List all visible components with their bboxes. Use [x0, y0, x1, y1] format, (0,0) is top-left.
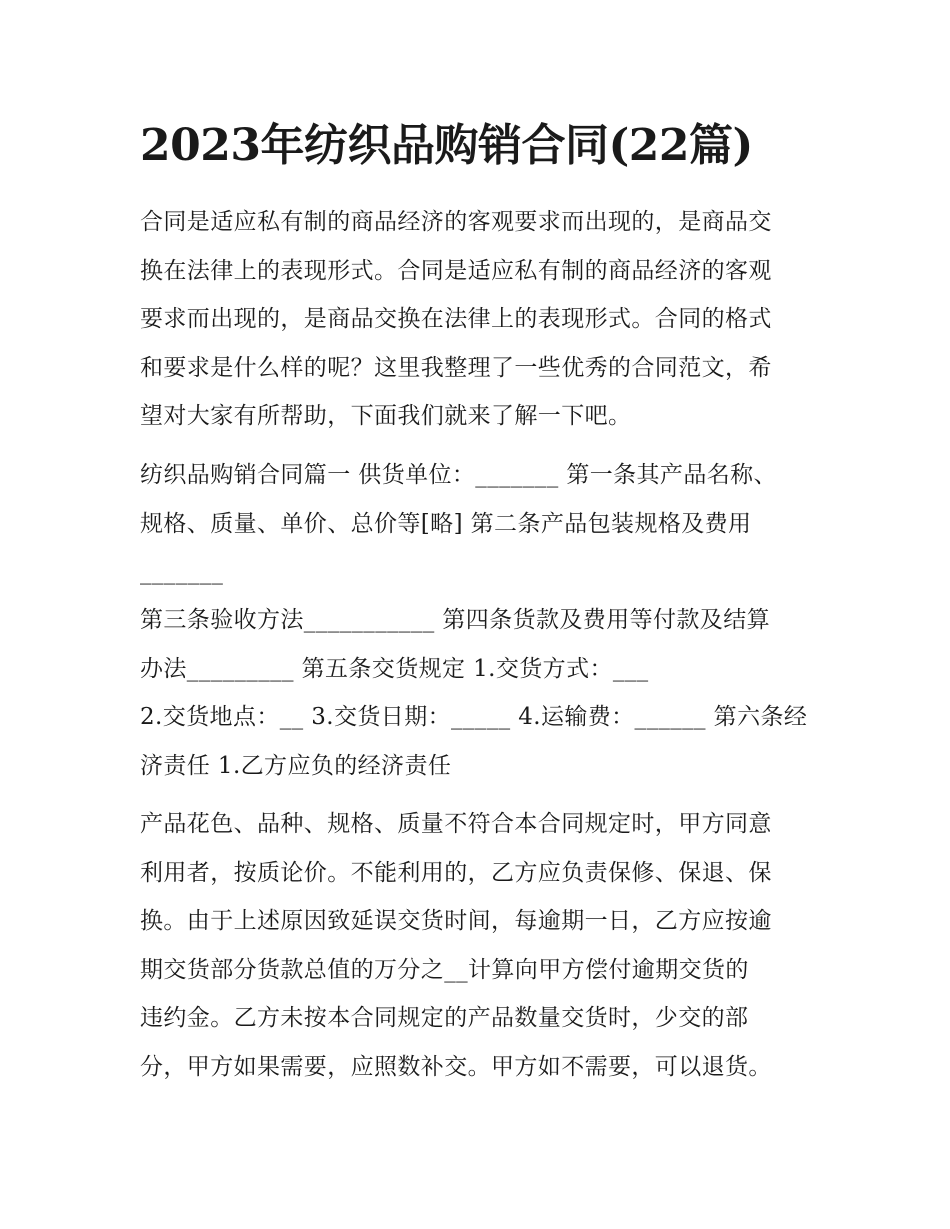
text-line: 纺织品购销合同篇一 供货单位：_______ 第一条其产品名称、	[140, 462, 777, 488]
text-line: 利用者，按质论价。不能利用的，乙方应负责保修、保退、保	[140, 859, 772, 886]
contract-header-paragraph	[140, 451, 820, 597]
text-line: 分，甲方如果需要，应照数补交。甲方如不需要，可以退货。	[140, 1053, 772, 1080]
text-line: 2.交货地点：__ 3.交货日期：_____ 4.运输费：______ 第六条经	[140, 704, 808, 731]
document-title: 2023年纺织品购销合同(22篇)	[140, 120, 753, 171]
intro-paragraph	[140, 198, 820, 441]
text-line: 规格、质量、单价、总价等[略] 第二条产品包装规格及费用	[140, 510, 752, 537]
contract-terms-paragraph	[140, 596, 820, 790]
liability-paragraph	[140, 800, 820, 1092]
text-line: 期交货部分货款总值的万分之__计算向甲方偿付逾期交货的	[140, 956, 749, 983]
text-line: 换在法律上的表现形式。合同是适应私有制的商品经济的客观	[140, 257, 772, 284]
text-line: 合同是适应私有制的商品经济的客观要求而出现的，是商品交	[140, 209, 772, 235]
text-line: 济责任 1.乙方应负的经济责任	[140, 752, 452, 779]
text-line: _______	[140, 559, 224, 586]
text-line: 违约金。乙方未按本合同规定的产品数量交货时，少交的部	[140, 1005, 749, 1032]
text-line: 换。由于上述原因致延误交货时间，每逾期一日，乙方应按逾	[140, 908, 772, 935]
text-line: 产品花色、品种、规格、质量不符合本合同规定时，甲方同意	[140, 811, 772, 837]
text-line: 办法_________ 第五条交货规定 1.交货方式：___	[140, 655, 649, 682]
text-line: 第三条验收方法___________ 第四条货款及费用等付款及结算	[140, 607, 771, 633]
text-line: 和要求是什么样的呢？这里我整理了一些优秀的合同范文，希	[140, 354, 772, 381]
text-line: 要求而出现的，是商品交换在法律上的表现形式。合同的格式	[140, 306, 772, 333]
text-line: 望对大家有所帮助，下面我们就来了解一下吧。	[140, 403, 632, 430]
